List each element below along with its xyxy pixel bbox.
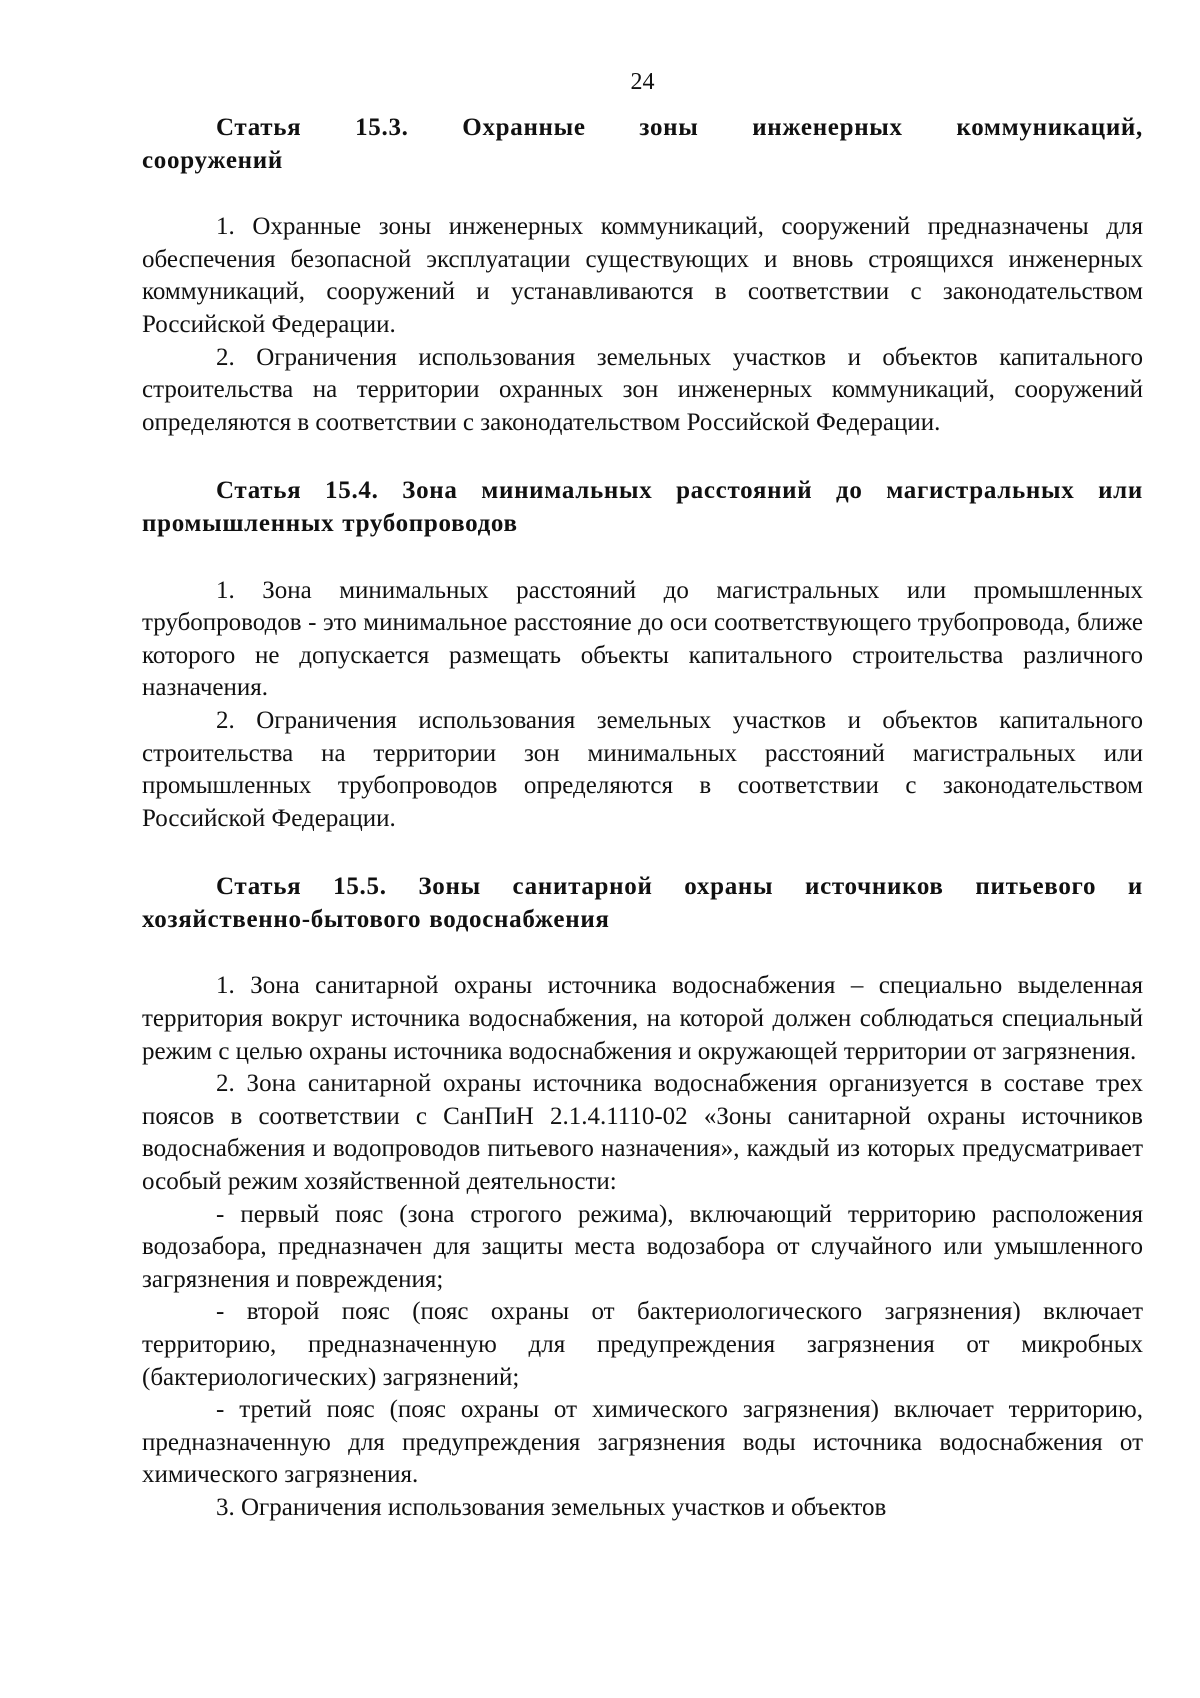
paragraph: 2. Ограничения использования земельных участков и объектов капитального строительства на территории охранных зон инженерных коммуникаций, сооружений определяются в соответствии с законодательством Российской Федерации. bbox=[142, 343, 1143, 436]
article-15-3 bbox=[142, 112, 1143, 439]
article-heading: Статья 15.5. Зоны санитарной охраны источников питьевого и хозяйственно-бытового водоснабжения bbox=[142, 873, 1143, 933]
paragraph: 1. Охранные зоны инженерных коммуникаций, сооружений предназначены для обеспечения безопасной эксплуатации существующих и вновь строящихся инженерных коммуникаций, сооружений и устанавливаются в соответствии с законодательством Российской Федерации. bbox=[142, 213, 1143, 338]
page-number: 24 bbox=[630, 69, 655, 95]
paragraph: 1. Зона санитарной охраны источника водоснабжения – специально выделенная территория вокруг источника водоснабжения, на которой должен соблюдаться специальный режим с целью охраны источника водоснабжения и окружающей территории от загрязнения. bbox=[142, 972, 1143, 1065]
paragraph: 2. Ограничения использования земельных участков и объектов капитального строительства на территории зон минимальных расстояний магистральных или промышленных трубопроводов определяются в соответствии с законодательством Российской Федерации. bbox=[142, 706, 1143, 832]
paragraph: 2. Зона санитарной охраны источника водоснабжения организуется в составе трех поясов в соответствии с СанПиН 2.1.4.1110-02 «Зоны санитарной охраны источников водоснабжения и водопроводов питьевого назначения», каждый из которых предусматривает особый режим хозяйственной деятельности: bbox=[142, 1070, 1143, 1196]
list-item: - второй пояс (пояс охраны от бактериологического загрязнения) включает территорию, предназначенную для предупреждения загрязнения от микробных (бактериологических) загрязнений; bbox=[142, 1298, 1143, 1391]
paragraph: 1. Зона минимальных расстояний до магистральных или промышленных трубопроводов - это минимальное расстояние до оси соответствующего трубопровода, ближе которого не допускается размещать объекты капитального строительства различного назначения. bbox=[142, 576, 1143, 702]
paragraph: 3. Ограничения использования земельных участков и объектов bbox=[216, 1493, 887, 1521]
document-body bbox=[142, 112, 1143, 1525]
article-heading: Статья 15.3. Охранные зоны инженерных коммуникаций, сооружений bbox=[142, 114, 1143, 174]
article-heading: Статья 15.4. Зона минимальных расстояний до магистральных или промышленных трубопроводов bbox=[142, 477, 1143, 537]
list-item: - первый пояс (зона строгого режима), включающий территорию расположения водозабора, предназначен для защиты места водозабора от случайного или умышленного загрязнения и повреждения; bbox=[142, 1200, 1143, 1293]
article-15-5 bbox=[142, 871, 1143, 1524]
article-15-4 bbox=[142, 475, 1143, 835]
list-item: - третий пояс (пояс охраны от химического загрязнения) включает территорию, предназначенную для предупреждения загрязнения воды источника водоснабжения от химического загрязнения. bbox=[142, 1396, 1143, 1489]
